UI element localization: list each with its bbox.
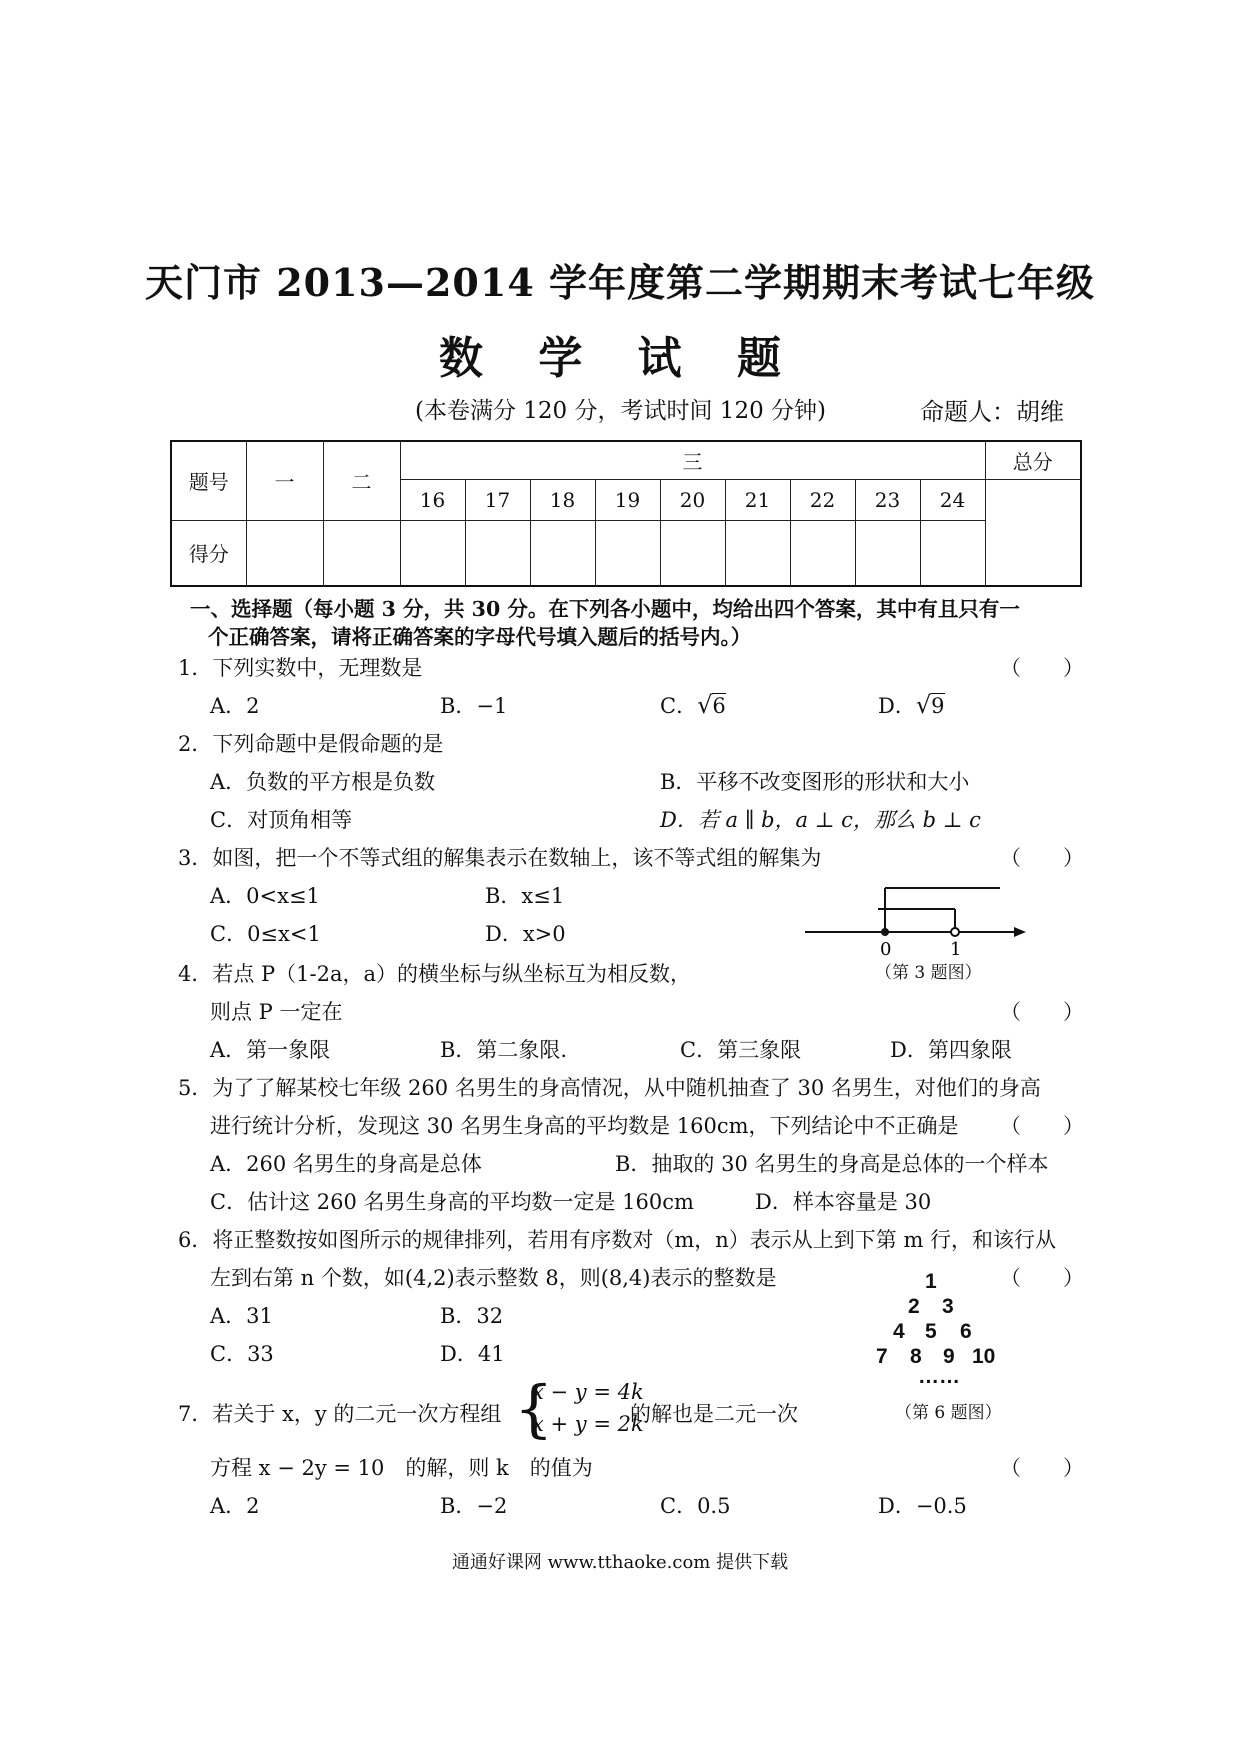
- q1-stem: 1．下列实数中，无理数是: [178, 656, 423, 680]
- q2-option-c: C．对顶角相等: [210, 808, 353, 832]
- score-table-sub: 22: [790, 480, 855, 521]
- q2-stem: 2．下列命题中是假命题的是: [178, 732, 444, 756]
- triangle-dots: ……: [918, 1365, 960, 1388]
- q3-option-c: C．0≤x<1: [210, 922, 321, 946]
- score-table-sub: 20: [660, 480, 725, 521]
- score-cell[interactable]: [465, 520, 530, 586]
- triangle-number: 8: [910, 1345, 922, 1368]
- q3-answer-paren[interactable]: （ ）: [1000, 846, 1084, 870]
- score-cell[interactable]: [323, 520, 400, 586]
- score-cell[interactable]: [595, 520, 660, 586]
- q3-option-a: A．0<x≤1: [210, 884, 320, 908]
- page-subtitle: 数 学 试 题: [439, 333, 801, 384]
- triangle-number: 10: [972, 1345, 996, 1368]
- q5-option-d: D．样本容量是 30: [755, 1190, 932, 1214]
- q6-figure-caption: （第 6 题图）: [895, 1403, 1002, 1423]
- q6-option-a: A．31: [210, 1304, 273, 1328]
- triangle-number: 3: [942, 1295, 954, 1318]
- q2-option-b: B．平移不改变图形的形状和大小: [660, 770, 970, 794]
- q7-stem-pre: 7．若关于 x，y 的二元一次方程组: [178, 1402, 502, 1426]
- score-table-score-label: 得分: [171, 520, 246, 586]
- score-table-col-2: 二: [323, 441, 400, 520]
- score-table-sub: 18: [530, 480, 595, 521]
- exam-info: (本卷满分 120 分，考试时间 120 分钟): [415, 398, 826, 424]
- q7-answer-paren[interactable]: （ ）: [1000, 1456, 1084, 1480]
- q3-stem: 3．如图，把一个不等式组的解集表示在数轴上，该不等式组的解集为: [178, 846, 822, 870]
- q4-stem-line2: 则点 P 一定在: [210, 1000, 343, 1024]
- score-cell[interactable]: [855, 520, 920, 586]
- sqrt-symbol: √: [915, 691, 932, 719]
- q7-option-d: D．−0.5: [878, 1494, 967, 1518]
- q6-option-d: D．41: [440, 1342, 505, 1366]
- q4-option-d: D．第四象限: [890, 1038, 1012, 1062]
- score-cell[interactable]: [530, 520, 595, 586]
- score-cell[interactable]: [660, 520, 725, 586]
- q4-option-c: C．第三象限: [680, 1038, 802, 1062]
- sqrt-symbol: √: [697, 691, 713, 719]
- q3-option-d: D．x>0: [485, 922, 566, 946]
- triangle-number: 2: [908, 1295, 920, 1318]
- score-table-sub: 24: [920, 480, 985, 521]
- q1-option-a: A．2: [210, 694, 260, 718]
- score-table-header-label: 题号: [171, 441, 246, 520]
- q5-answer-paren[interactable]: （ ）: [1000, 1114, 1084, 1138]
- q2-option-d: D．若 a ∥ b，a ⊥ c，那么 b ⊥ c: [660, 808, 981, 832]
- equation-brace: {: [514, 1372, 554, 1445]
- q3-figure-caption: （第 3 题图）: [875, 963, 982, 983]
- score-cell[interactable]: [400, 520, 465, 586]
- q6-option-b: B．32: [440, 1304, 504, 1328]
- q5-stem-line1: 5．为了了解某校七年级 260 名男生的身高情况，从中随机抽查了 30 名男生，对他们的身高: [178, 1076, 1041, 1100]
- section-heading-line1: 一、选择题（每小题 3 分，共 30 分。在下列各小题中，均给出四个答案，其中有且只有一: [190, 597, 1020, 621]
- q4-answer-paren[interactable]: （ ）: [1000, 1000, 1084, 1024]
- q5-option-b: B．抽取的 30 名男生的身高是总体的一个样本: [615, 1152, 1049, 1176]
- score-table-col-3: 三: [400, 441, 985, 480]
- q6-stem-line2: 左到右第 n 个数，如(4,2)表示整数 8，则(8,4)表示的整数是: [210, 1266, 777, 1290]
- triangle-number: 9: [943, 1345, 955, 1368]
- score-table-sub: 19: [595, 480, 660, 521]
- q4-option-a: A．第一象限: [210, 1038, 331, 1062]
- score-table-sub: 23: [855, 480, 920, 521]
- score-table-total: 总分: [985, 441, 1081, 480]
- number-line-figure: [800, 880, 1030, 970]
- q5-option-a: A．260 名男生的身高是总体: [210, 1152, 482, 1176]
- q6-option-c: C．33: [210, 1342, 274, 1366]
- q5-stem-line2: 进行统计分析，发现这 30 名男生身高的平均数是 160cm，下列结论中不正确是: [210, 1114, 959, 1138]
- triangle-number: 7: [876, 1345, 888, 1368]
- q6-stem-line1: 6．将正整数按如图所示的规律排列，若用有序数对（m，n）表示从上到下第 m 行，和该行从: [178, 1228, 1057, 1252]
- score-table: [170, 440, 1082, 587]
- score-cell[interactable]: [246, 520, 323, 586]
- tick-label-0: 0: [880, 939, 892, 960]
- q7-equation-1: x − y = 4k: [532, 1380, 644, 1404]
- score-cell[interactable]: [920, 520, 985, 586]
- q7-stem-post: 的解也是二元一次: [630, 1402, 798, 1426]
- q7-option-c: C．0.5: [660, 1494, 731, 1518]
- tick-label-1: 1: [950, 939, 962, 960]
- q1-option-d: D．√9: [878, 691, 945, 719]
- score-table-sub: 21: [725, 480, 790, 521]
- q2-option-a: A．负数的平方根是负数: [210, 770, 436, 794]
- page-title: 天门市 2013—2014 学年度第二学期期末考试七年级: [145, 260, 1095, 305]
- q7-equation-2: x + y = 2k: [532, 1412, 644, 1436]
- q3-option-b: B．x≤1: [485, 884, 565, 908]
- score-table-total-cell[interactable]: [985, 480, 1081, 586]
- score-cell[interactable]: [725, 520, 790, 586]
- triangle-number: 4: [893, 1320, 905, 1343]
- q1-option-c: C．√6: [660, 691, 726, 719]
- q4-option-b: B．第二象限.: [440, 1038, 568, 1062]
- score-table-sub: 16: [400, 480, 465, 521]
- q6-answer-paren[interactable]: （ ）: [1000, 1266, 1084, 1290]
- page-footer: 通通好课网 www.tthaoke.com 提供下载: [451, 1552, 789, 1573]
- triangle-number: 5: [925, 1320, 937, 1343]
- q7-option-b: B．−2: [440, 1494, 508, 1518]
- q1-option-b: B．−1: [440, 694, 508, 718]
- q5-option-c: C．估计这 260 名男生身高的平均数一定是 160cm: [210, 1190, 694, 1214]
- triangle-number: 6: [960, 1320, 972, 1343]
- q1-answer-paren[interactable]: （ ）: [1000, 656, 1084, 680]
- q7-stem-line2: 方程 x − 2y = 10 的解，则 k 的值为: [210, 1456, 593, 1480]
- q4-stem-line1: 4．若点 P（1-2a，a）的横坐标与纵坐标互为相反数，: [178, 962, 692, 986]
- score-table-col-1: 一: [246, 441, 323, 520]
- q7-option-a: A．2: [210, 1494, 260, 1518]
- score-table-sub: 17: [465, 480, 530, 521]
- score-cell[interactable]: [790, 520, 855, 586]
- section-heading-line2: 个正确答案，请将正确答案的字母代号填入题后的括号内。）: [208, 625, 752, 649]
- exam-author: 命题人：胡维: [920, 398, 1064, 426]
- triangle-number: 1: [925, 1270, 937, 1293]
